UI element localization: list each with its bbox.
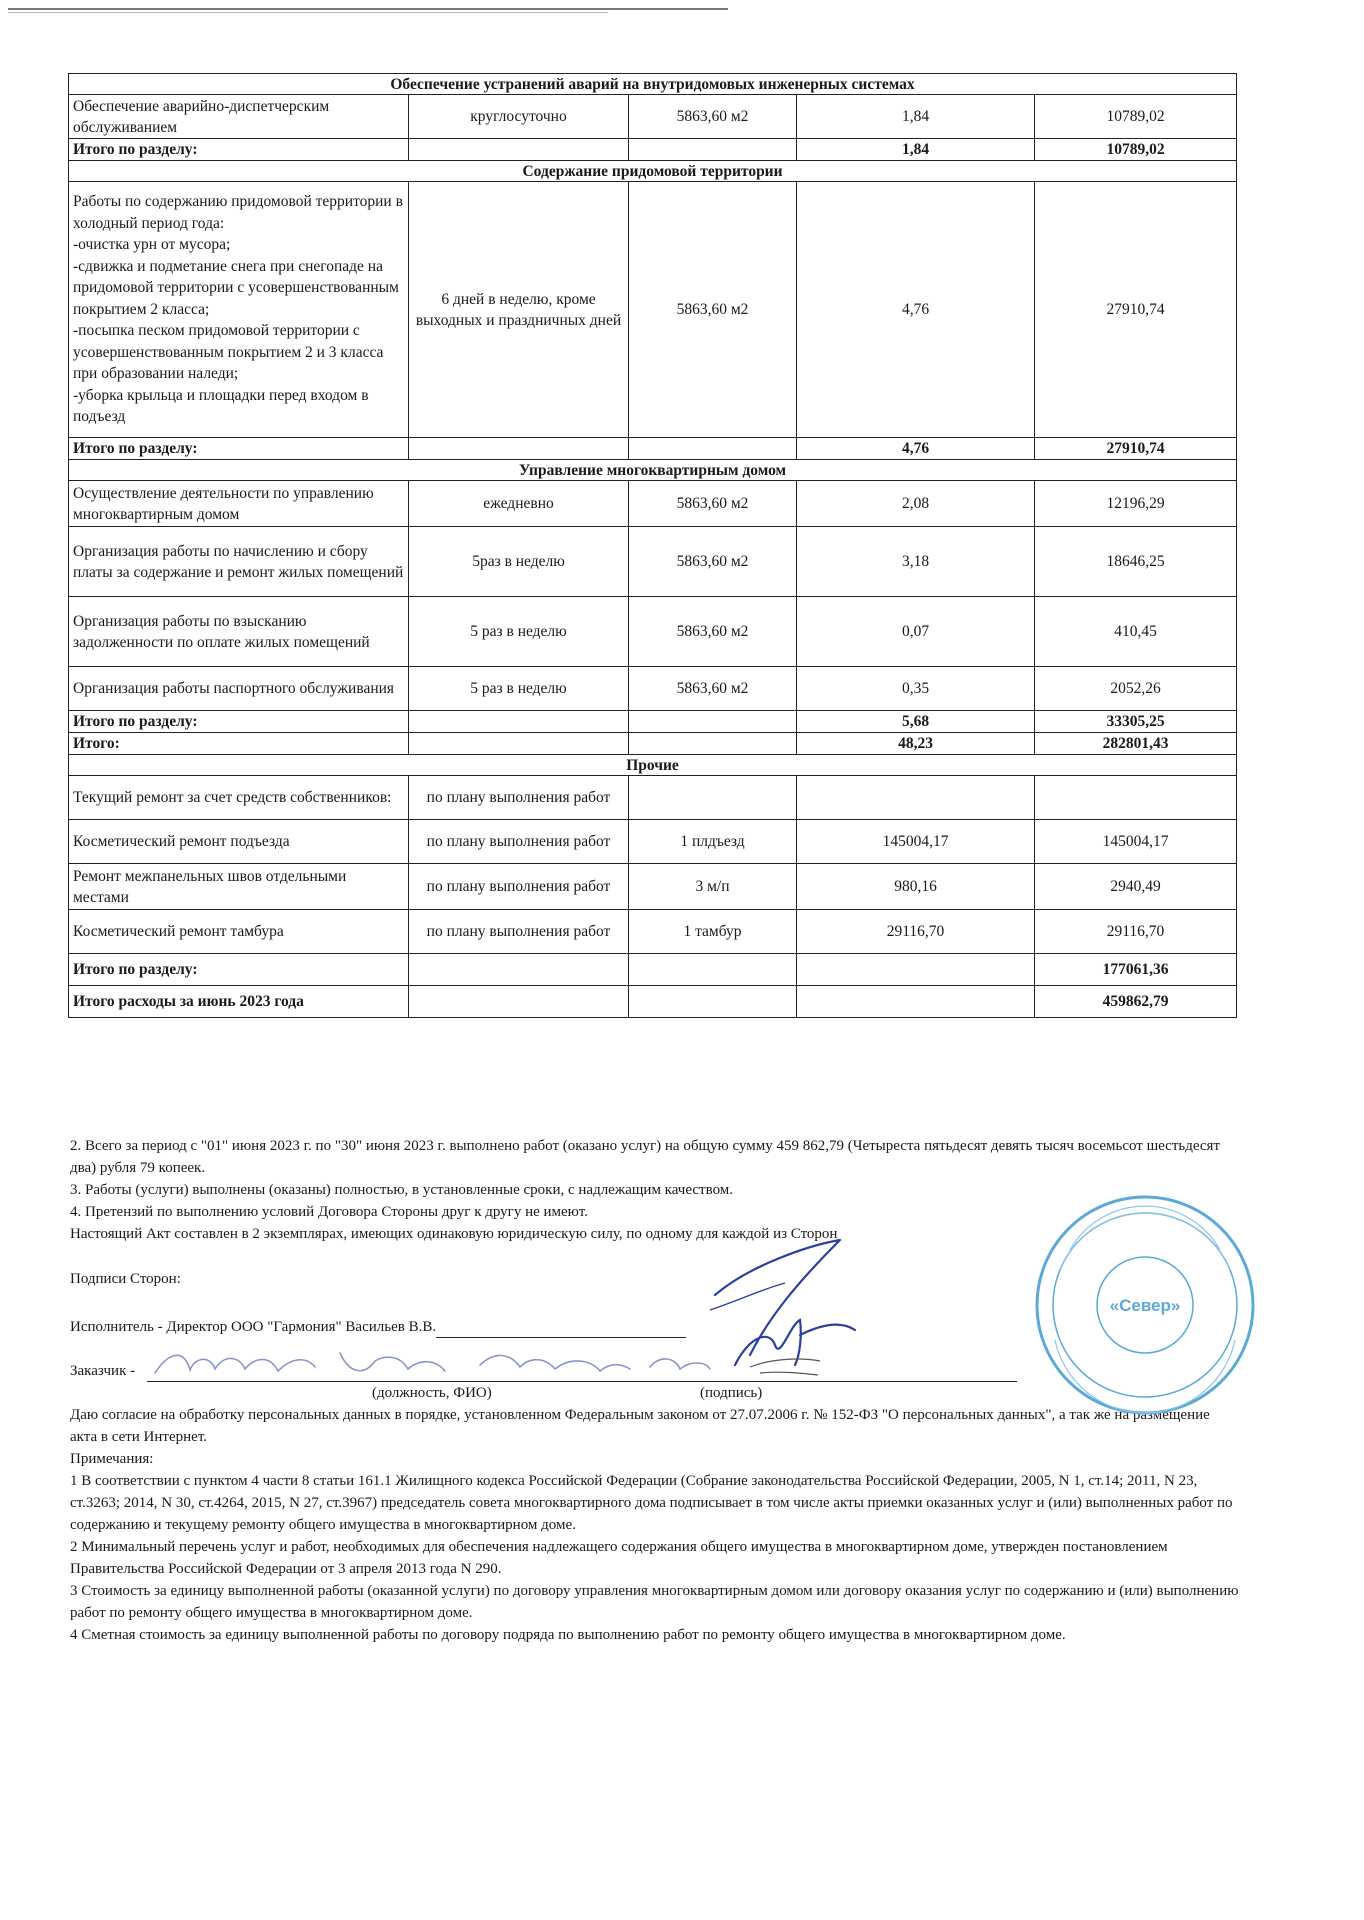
service-name: Косметический ремонт тамбура bbox=[69, 910, 409, 954]
final-total-row: Итого расходы за июнь 2023 года 459862,79 bbox=[69, 986, 1237, 1018]
table-row bbox=[69, 182, 1237, 438]
rate-cell: 0,07 bbox=[797, 597, 1035, 667]
rate-cell: 145004,17 bbox=[797, 820, 1035, 864]
grand-total-row: Итого: 48,23 282801,43 bbox=[69, 733, 1237, 755]
frequency-cell: 5раз в неделю bbox=[409, 527, 629, 597]
table-row bbox=[69, 95, 1237, 139]
section-header: Обеспечение устранений аварий на внутридомовых инженерных системах bbox=[69, 74, 1237, 95]
total-cell: 145004,17 bbox=[1035, 820, 1237, 864]
rate-cell: 2,08 bbox=[797, 481, 1035, 527]
volume-cell: 5863,60 м2 bbox=[629, 481, 797, 527]
service-name: Косметический ремонт подъезда bbox=[69, 820, 409, 864]
service-name: Осуществление деятельности по управлению многоквартирным домом bbox=[69, 481, 409, 527]
company-stamp bbox=[1030, 1190, 1260, 1420]
paragraph-total: 2. Всего за период с "01" июня 2023 г. по "30" июня 2023 г. выполнено работ (оказано услуг) на общую сумму 459 862,79 (Четыреста пятьдесят девять тысяч восемьсот шестьдесят два) рубля 79 копеек. bbox=[70, 1138, 1220, 1176]
stamp-label: «Север» bbox=[1109, 1296, 1181, 1315]
section-header: Прочие bbox=[69, 755, 1237, 776]
frequency-cell: круглосуточно bbox=[409, 95, 629, 139]
table-row bbox=[69, 864, 1237, 910]
total-cell: 410,45 bbox=[1035, 597, 1237, 667]
table-row bbox=[69, 776, 1237, 820]
service-name: Текущий ремонт за счет средств собственников: bbox=[69, 776, 409, 820]
notes-title: Примечания: bbox=[70, 1451, 154, 1467]
rate-cell: 980,16 bbox=[797, 864, 1035, 910]
total-cell: 18646,25 bbox=[1035, 527, 1237, 597]
total-cell: 12196,29 bbox=[1035, 481, 1237, 527]
rate-cell: 1,84 bbox=[797, 95, 1035, 139]
total-cell: 29116,70 bbox=[1035, 910, 1237, 954]
rate-cell bbox=[797, 776, 1035, 820]
frequency-cell: 5 раз в неделю bbox=[409, 667, 629, 711]
table-row bbox=[69, 481, 1237, 527]
paragraph-copies: Настоящий Акт составлен в 2 экземплярах, имеющих одинаковую юридическую силу, по одному для каждой из Сторон bbox=[70, 1226, 838, 1242]
rate-cell: 0,35 bbox=[797, 667, 1035, 711]
subtotal-row: Итого по разделу: 5,68 33305,25 bbox=[69, 711, 1237, 733]
service-name: Обеспечение аварийно-диспетчерским обслуживанием bbox=[69, 95, 409, 139]
paragraph-claims: 4. Претензий по выполнению условий Договора Стороны друг к другу не имеют. bbox=[70, 1204, 588, 1220]
rate-cell: 4,76 bbox=[797, 182, 1035, 438]
frequency-cell: по плану выполнения работ bbox=[409, 820, 629, 864]
subtotal-row: Итого по разделу: 4,76 27910,74 bbox=[69, 438, 1237, 460]
position-caption: (должность, ФИО) bbox=[372, 1385, 492, 1401]
frequency-cell: ежедневно bbox=[409, 481, 629, 527]
note-3: 3 Стоимость за единицу выполненной работы (оказанной услуги) по договору управления многоквартирным домом или договору оказания услуг по содержанию и (или) выполнению работ по ремонту общего имущества в многоквартирном доме. bbox=[70, 1583, 1239, 1621]
volume-cell: 1 плдъезд bbox=[629, 820, 797, 864]
volume-cell bbox=[629, 776, 797, 820]
service-name: Организация работы по начислению и сбору платы за содержание и ремонт жилых помещений bbox=[69, 527, 409, 597]
note-4: 4 Сметная стоимость за единицу выполненной работы по договору подряда по выполнению работ по ремонту общего имущества в многоквартирном доме. bbox=[70, 1627, 1066, 1643]
service-name: Работы по содержанию придомовой территории в холодный период года: -очистка урн от мусора; -сдвижка и подметание снега при снегопаде на придомовой территории с усовершенствованным покрытием 2 класса; -посыпка песком придомовой территории с усовершенствованным покрытием 2 и 3 класса при образовании наледи; -уборка крыльца и площадки перед входом в подъезд bbox=[69, 182, 409, 438]
frequency-cell: 5 раз в неделю bbox=[409, 597, 629, 667]
frequency-cell: по плану выполнения работ bbox=[409, 776, 629, 820]
frequency-cell: по плану выполнения работ bbox=[409, 910, 629, 954]
signature-caption: (подпись) bbox=[700, 1385, 763, 1401]
volume-cell: 5863,60 м2 bbox=[629, 527, 797, 597]
table-row bbox=[69, 597, 1237, 667]
rate-cell: 29116,70 bbox=[797, 910, 1035, 954]
subtotal-row: Итого по разделу: 177061,36 bbox=[69, 954, 1237, 986]
scan-edge-line bbox=[8, 8, 728, 10]
table-row bbox=[69, 910, 1237, 954]
subtotal-row: Итого по разделу: 1,84 10789,02 bbox=[69, 139, 1237, 161]
note-1: 1 В соответствии с пунктом 4 части 8 статьи 161.1 Жилищного кодекса Российской Федерации (Собрание законодательства Российской Федерации, 2005, N 1, ст.14; 2011, N 23, ст.3263; 2014, N 30, ст.4264, 2015, N 27, ст.3967) председатель совета многоквартирного дома подписывает в том числе акты приемки оказанных услуг и (или) выполненных работ по содержанию и текущему ремонту общего имущества в многоквартирном доме. bbox=[70, 1473, 1233, 1533]
signatures-title: Подписи Сторон: bbox=[70, 1271, 181, 1287]
total-cell: 2940,49 bbox=[1035, 864, 1237, 910]
volume-cell: 5863,60 м2 bbox=[629, 95, 797, 139]
total-cell: 2052,26 bbox=[1035, 667, 1237, 711]
note-2: 2 Минимальный перечень услуг и работ, необходимых для обеспечения надлежащего содержания общего имущества в многоквартирном доме, утвержден постановлением Правительства Российской Федерации от 3 апреля 2013 года N 290. bbox=[70, 1539, 1168, 1577]
services-table bbox=[68, 73, 1237, 1018]
volume-cell: 5863,60 м2 bbox=[629, 667, 797, 711]
customer-label: Заказчик - bbox=[70, 1363, 136, 1379]
executor-signature-line bbox=[436, 1337, 686, 1338]
volume-cell: 5863,60 м2 bbox=[629, 597, 797, 667]
table-row bbox=[69, 667, 1237, 711]
total-cell bbox=[1035, 776, 1237, 820]
paragraph-quality: 3. Работы (услуги) выполнены (оказаны) полностью, в установленные сроки, с надлежащим качеством. bbox=[70, 1182, 734, 1198]
customer-signature bbox=[150, 1345, 830, 1385]
volume-cell: 3 м/п bbox=[629, 864, 797, 910]
section-header: Содержание придомовой территории bbox=[69, 161, 1237, 182]
service-name: Организация работы по взысканию задолженности по оплате жилых помещений bbox=[69, 597, 409, 667]
service-name: Организация работы паспортного обслуживания bbox=[69, 667, 409, 711]
rate-cell: 3,18 bbox=[797, 527, 1035, 597]
volume-cell: 5863,60 м2 bbox=[629, 182, 797, 438]
section-header: Управление многоквартирным домом bbox=[69, 460, 1237, 481]
total-cell: 27910,74 bbox=[1035, 182, 1237, 438]
total-cell: 10789,02 bbox=[1035, 95, 1237, 139]
service-name: Ремонт межпанельных швов отдельными местами bbox=[69, 864, 409, 910]
consent-text: Даю согласие на обработку персональных данных в порядке, установленном Федеральным законом от 27.07.2006 г. № 152-ФЗ "О персональных данных", а так же на размещение акта в сети Интернет. Примечания: 1 В соответствии с пунктом 4 части 8 статьи 161.1 Жилищного кодекса Российской Федерации (Собрание законодательства Российской Федерации, 2005, N 1, ст.14; 2011, N 23, ст.3263; 2014, N 30, ст.4264, 2015, N 27, ст.3967) председатель совета многоквартирного дома подписывает в том числе акты приемки оказанных услуг и (или) выполненных работ по содержанию и текущему ремонту общего имущества в многоквартирном доме. 2 Минимальный перечень услуг и работ, необходимых для обеспечения надлежащего содержания общего имущества в многоквартирном доме, утвержден постановлением Правительства Российской Федерации от 3 апреля 2013 года N 290. 3 Стоимость за единицу выполненной работы (оказанной услуги) по договору управления многоквартирным домом или договору оказания услуг по содержанию и (или) выполнению работ по ремонту общего имущества в многоквартирном доме. 4 Сметная стоимость за единицу выполненной работы по договору подряда по выполнению работ по ремонту общего имущества в многоквартирном доме. bbox=[70, 1404, 1240, 1646]
frequency-cell: по плану выполнения работ bbox=[409, 864, 629, 910]
executor-label: Исполнитель - Директор ООО "Гармония" Васильев В.В. bbox=[70, 1319, 437, 1335]
frequency-cell: 6 дней в неделю, кроме выходных и праздничных дней bbox=[409, 182, 629, 438]
scan-edge-line bbox=[8, 12, 608, 13]
volume-cell: 1 тамбур bbox=[629, 910, 797, 954]
table-row bbox=[69, 527, 1237, 597]
table-row bbox=[69, 820, 1237, 864]
